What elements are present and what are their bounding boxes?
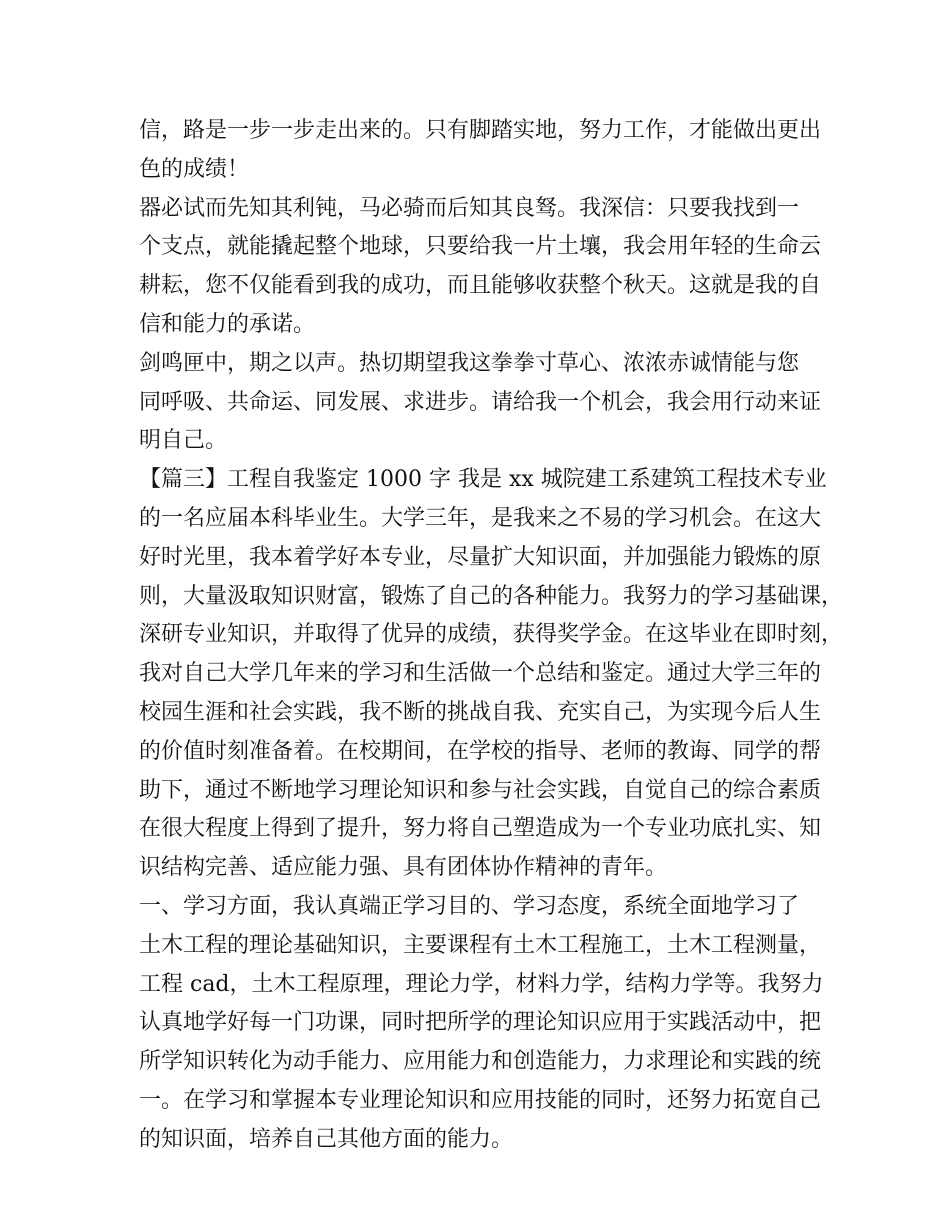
text-line: 色的成绩！	[139, 156, 250, 182]
text-line: 土木工程的理论基础知识，主要课程有土木工程施工，土木工程测量，	[139, 932, 822, 958]
text-line: 识结构完善、适应能力强、具有团体协作精神的青年。	[139, 855, 668, 881]
text-line: 则，大量汲取知识财富，锻炼了自己的各种能力。我努力的学习基础课，	[139, 583, 844, 609]
text-line: 校园生涯和社会实践，我不断的挑战自我、充实自己，为实现今后人生	[139, 699, 822, 725]
body-text	[139, 112, 844, 1160]
text-line: 器必试而先知其利钝，马必骑而后知其良驽。我深信：只要我找到一	[139, 195, 800, 221]
text-line: 的价值时刻准备着。在校期间，在学校的指导、老师的教诲、同学的帮	[139, 738, 822, 764]
text-line: 明自己。	[139, 428, 228, 454]
text-line: 的知识面，培养自己其他方面的能力。	[139, 1126, 514, 1152]
text-line: 的一名应届本科毕业生。大学三年，是我来之不易的学习机会。在这大	[139, 505, 822, 531]
text-line: 我对自己大学几年来的学习和生活做一个总结和鉴定。通过大学三年的	[139, 661, 822, 687]
text-line: 认真地学好每一门功课，同时把所学的理论知识应用于实践活动中，把	[139, 1010, 822, 1036]
text-line: 剑鸣匣中，期之以声。热切期望我这拳拳寸草心、浓浓赤诚情能与您	[139, 350, 800, 376]
text-line: 耕耘，您不仅能看到我的成功，而且能够收获整个秋天。这就是我的自	[139, 273, 822, 299]
text-line: 工程 cad，土木工程原理，理论力学，材料力学，结构力学等。我努力	[139, 971, 824, 997]
text-line: 一、学习方面，我认真端正学习目的、学习态度，系统全面地学习了	[139, 893, 800, 919]
text-line: 深研专业知识，并取得了优异的成绩，获得奖学金。在这毕业在即时刻，	[139, 622, 844, 648]
text-line: 同呼吸、共命运、同发展、求进步。请给我一个机会，我会用行动来证	[139, 389, 822, 415]
text-line: 个支点，就能撬起整个地球，只要给我一片土壤，我会用年轻的生命云	[139, 234, 822, 260]
text-line: 信，路是一步一步走出来的。只有脚踏实地，努力工作，才能做出更出	[139, 118, 822, 143]
text-line: 所学知识转化为动手能力、应用能力和创造能力，力求理论和实践的统	[139, 1049, 822, 1075]
text-line: 助下，通过不断地学习理论知识和参与社会实践，自觉自己的综合素质	[139, 777, 822, 803]
text-line: 信和能力的承诺。	[139, 311, 316, 337]
text-line: 一。在学习和掌握本专业理论知识和应用技能的同时，还努力拓宽自己	[139, 1087, 822, 1113]
section-heading-line: 【篇三】工程自我鉴定 1000 字 我是 xx 城院建工系建筑工程技术专业	[139, 467, 827, 493]
text-line: 在很大程度上得到了提升，努力将自己塑造成为一个专业功底扎实、知	[139, 816, 822, 842]
text-line: 好时光里，我本着学好本专业，尽量扩大知识面，并加强能力锻炼的原	[139, 544, 822, 570]
